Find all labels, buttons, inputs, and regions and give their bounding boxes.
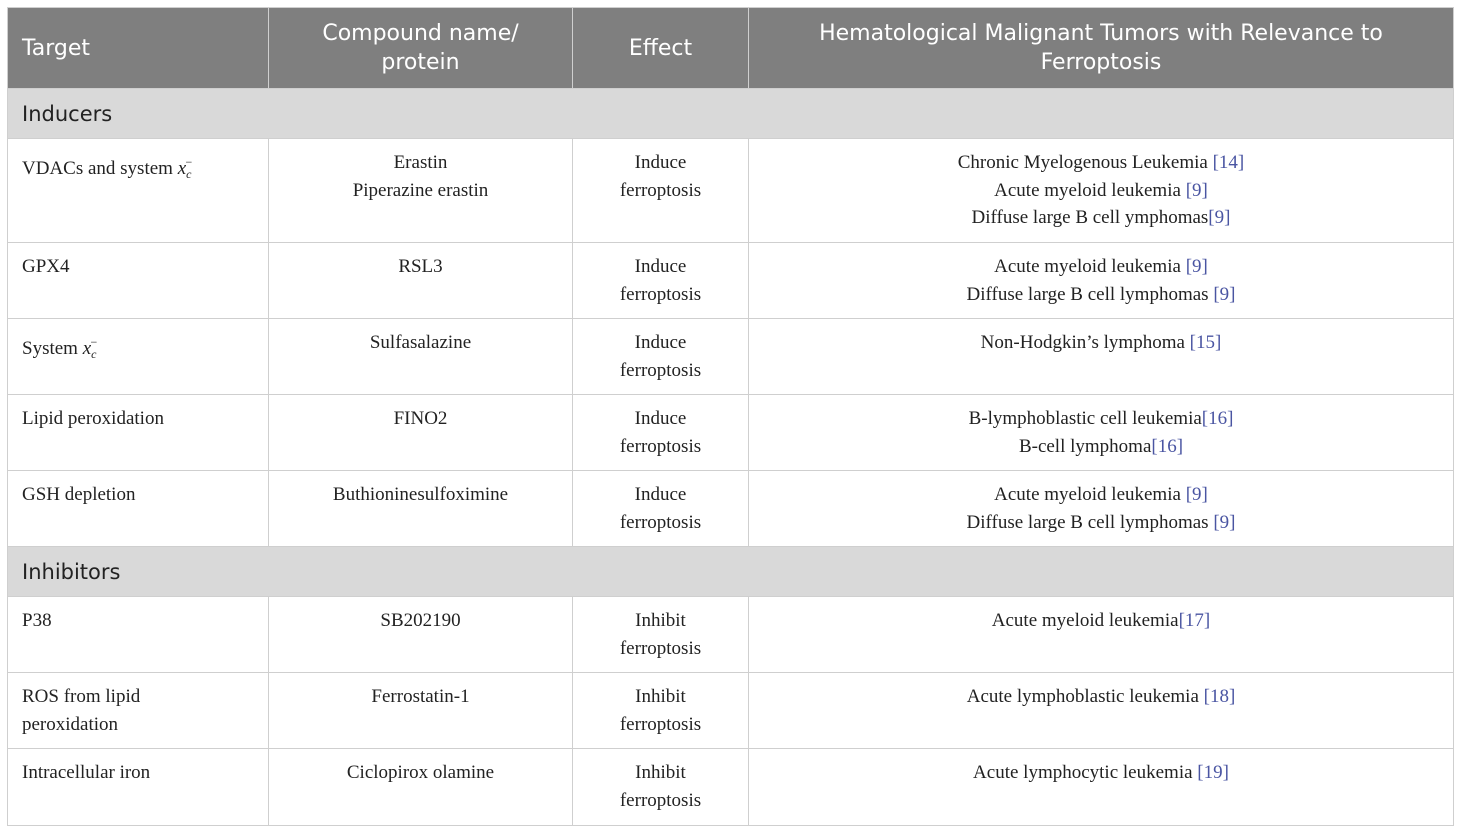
compound-cell: FINO2 [269, 395, 573, 471]
compound-cell: Sulfasalazine [269, 319, 573, 395]
header-row [8, 8, 1454, 89]
tumors-cell: Acute myeloid leukemia[17] [749, 597, 1454, 673]
target-cell: Intracellular iron [8, 749, 269, 826]
section-label: Inducers [8, 89, 1454, 139]
reference-link[interactable]: [9] [1213, 283, 1236, 305]
table-row [8, 319, 1454, 395]
effect-cell: Induce ferroptosis [573, 471, 749, 547]
header-effect: Effect [573, 8, 749, 89]
math-xc: $x_c^-$ [177, 155, 193, 181]
compound-cell: Ferrostatin-1 [269, 673, 573, 749]
tumors-cell: Acute lymphocytic leukemia [19] [749, 749, 1454, 826]
header-compound: Compound name/ protein [269, 8, 573, 89]
compound-cell: SB202190 [269, 597, 573, 673]
reference-link[interactable]: [15] [1189, 332, 1222, 353]
reference-link[interactable]: [9] [1208, 207, 1231, 228]
reference-link[interactable]: [9] [1185, 484, 1208, 505]
section-label: Inhibitors [8, 547, 1454, 597]
effect-cell: Inhibit ferroptosis [573, 749, 749, 826]
compound-cell: Erastin Piperazine erastin [269, 139, 573, 243]
reference-link[interactable]: [9] [1213, 511, 1236, 533]
table-row [8, 673, 1454, 749]
reference-link[interactable]: [19] [1197, 762, 1229, 783]
target-cell: GPX4 [8, 243, 269, 319]
tumors-cell: Acute myeloid leukemia [9] Diffuse large B cell lymphomas [9] [749, 243, 1454, 319]
ferroptosis-table [7, 7, 1454, 826]
table-row [8, 395, 1454, 471]
reference-link[interactable]: [9] [1185, 256, 1208, 277]
effect-cell: Induce ferroptosis [573, 395, 749, 471]
header-target: Target [8, 8, 269, 89]
tumors-cell: Acute myeloid leukemia [9] Diffuse large B cell lymphomas [9] [749, 471, 1454, 547]
reference-link[interactable]: [16] [1151, 435, 1184, 457]
effect-cell: Induce ferroptosis [573, 319, 749, 395]
compound-cell: Ciclopirox olamine [269, 749, 573, 826]
target-cell: VDACs and system $x_c^-$ [8, 139, 269, 243]
table-row [8, 597, 1454, 673]
target-cell: GSH depletion [8, 471, 269, 547]
table-row [8, 139, 1454, 243]
effect-cell: Inhibit ferroptosis [573, 597, 749, 673]
target-cell: System $x_c^-$ [8, 319, 269, 395]
reference-link[interactable]: [14] [1212, 152, 1245, 173]
table-row [8, 471, 1454, 547]
compound-cell: RSL3 [269, 243, 573, 319]
target-cell: Lipid peroxidation [8, 395, 269, 471]
tumors-cell: B-lymphoblastic cell leukemia[16] B-cell lymphoma[16] [749, 395, 1454, 471]
target-cell: P38 [8, 597, 269, 673]
reference-link[interactable]: [17] [1178, 610, 1211, 631]
table-row [8, 243, 1454, 319]
reference-link[interactable]: [18] [1203, 686, 1236, 707]
target-cell: ROS from lipid peroxidation [8, 673, 269, 749]
tumors-cell: Non-Hodgkin’s lymphoma [15] [749, 319, 1454, 395]
effect-cell: Inhibit ferroptosis [573, 673, 749, 749]
table-row [8, 749, 1454, 826]
tumors-cell: Chronic Myelogenous Leukemia [14] Acute myeloid leukemia [9] Diffuse large B cell ymphomas[9] [749, 139, 1454, 243]
effect-cell: Induce ferroptosis [573, 243, 749, 319]
section-row-inducers [8, 89, 1454, 139]
reference-link[interactable]: [9] [1185, 179, 1208, 201]
tumors-cell: Acute lymphoblastic leukemia [18] [749, 673, 1454, 749]
math-xc: $x_c^-$ [82, 335, 98, 361]
effect-cell: Induce ferroptosis [573, 139, 749, 243]
reference-link[interactable]: [16] [1201, 408, 1234, 429]
compound-cell: Buthioninesulfoximine [269, 471, 573, 547]
header-tumors: Hematological Malignant Tumors with Relevance to Ferroptosis [749, 8, 1454, 89]
section-row-inhibitors [8, 547, 1454, 597]
